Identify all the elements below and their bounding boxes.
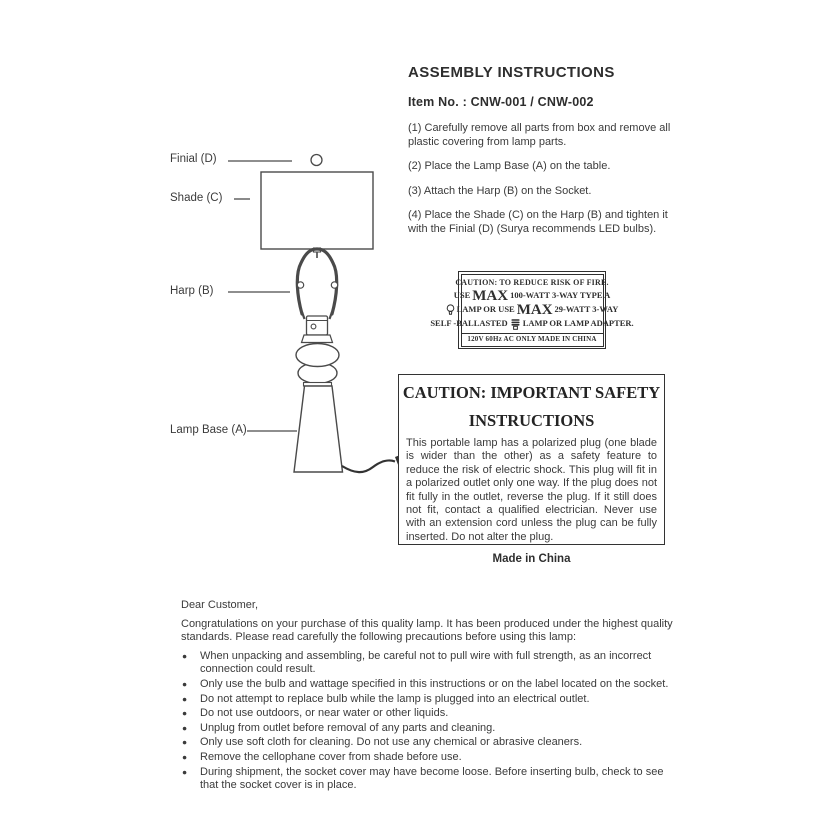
incandescent-bulb-icon	[446, 304, 455, 316]
shade-shape	[261, 172, 373, 249]
warning-line-4: SELF -BALLASTED LAMP OR LAMP ADAPTER.	[430, 318, 634, 328]
socket-switch	[311, 324, 316, 329]
safety-body-text: This portable lamp has a polarized plug (one blade is wider than the other) as a safety feature to reduce the risk of electric shock. This plug will fit in a polarized outlet only one way. If the plug does not fit fully in the outlet, reverse the plug. If it still does not fit, contact a qualified electrician. Never use with an extension cord unless the plug can be fully inserted. Do not alter the plug.	[406, 437, 657, 543]
harp-shape	[297, 249, 336, 314]
safety-title: CAUTION: IMPORTANT SAFETY INSTRUCTIONS	[402, 383, 661, 430]
warning-line-1: CAUTION: TO REDUCE RISK OF FIRE.	[455, 278, 609, 287]
precaution-item: ● Do not attempt to replace bulb while the lamp is plugged into an electrical outlet.	[181, 693, 673, 707]
warning-line-2: USE MAX 100-WATT 3-WAY TYPE A	[453, 287, 611, 304]
assembly-steps	[408, 122, 671, 247]
warning-label	[430, 271, 634, 349]
warning-line-3: LAMP OR USE MAX 29-WATT 3-WAY	[462, 303, 603, 317]
harp-swivel-right	[331, 282, 337, 288]
base-ring-upper	[296, 344, 339, 367]
harp-swivel-left	[297, 282, 303, 288]
salutation: Dear Customer,	[181, 599, 259, 611]
power-cord	[342, 461, 395, 473]
precaution-item: ● Remove the cellophane cover from shade before use.	[181, 751, 673, 765]
precaution-item: ● During shipment, the socket cover may have become loose. Before inserting bulb, check to see that the socket cover is in place.	[181, 766, 673, 793]
item-number: Item No. : CNW-001 / CNW-002	[408, 95, 594, 109]
diagram-label-harp: Harp (B)	[170, 285, 214, 297]
precaution-item: ● Unplug from outlet before removal of any parts and cleaning.	[181, 722, 673, 736]
precaution-item: ● Only use soft cloth for cleaning. Do not use any chemical or abrasive cleaners.	[181, 736, 673, 750]
safety-instructions-box	[398, 374, 665, 545]
customer-intro: Congratulations on your purchase of this quality lamp. It has been produced under the highest quality standards. Please read carefully the following precautions before using this lamp:	[181, 617, 673, 644]
cfl-bulb-icon	[510, 318, 521, 330]
base-body	[294, 386, 343, 472]
precaution-item: ● Only use the bulb and wattage specified in this instructions or on the label located on the socket.	[181, 678, 673, 692]
precaution-item: ● When unpacking and assembling, be careful not to pull wire with full strength, as an incorrect connection could result.	[181, 650, 673, 677]
precaution-list	[181, 650, 673, 793]
made-in-china-label: Made in China	[492, 553, 571, 565]
precaution-item: ● Do not use outdoors, or near water or other liquids.	[181, 707, 673, 721]
customer-note	[181, 599, 673, 794]
step-3: (3) Attach the Harp (B) on the Socket.	[408, 184, 592, 197]
socket-collar	[302, 335, 333, 343]
step-1: (1) Carefully remove all parts from box and remove all plastic covering from lamp parts.	[408, 122, 671, 148]
step-4: (4) Place the Shade (C) on the Harp (B) and tighten it with the Finial (D) (Surya recommends LED bulbs).	[408, 209, 668, 235]
warning-line-5: 120V 60Hz AC ONLY MADE IN CHINA	[467, 335, 597, 343]
finial-icon	[311, 155, 322, 166]
page-title: ASSEMBLY INSTRUCTIONS	[408, 64, 615, 81]
diagram-label-lamp-base: Lamp Base (A)	[170, 424, 247, 436]
socket-shape	[307, 316, 328, 335]
diagram-label-finial: Finial (D)	[170, 153, 217, 165]
step-2: (2) Place the Lamp Base (A) on the table.	[408, 160, 611, 172]
diagram-label-shade: Shade (C)	[170, 192, 223, 204]
